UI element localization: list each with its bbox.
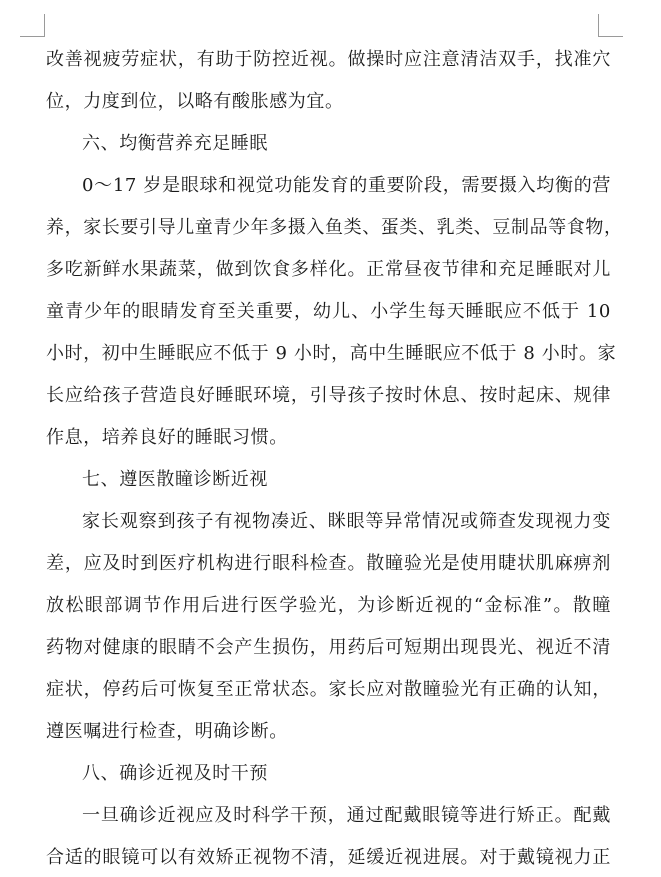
body-text-line: 差，应及时到医疗机构进行眼科检查。散瞳验光是使用睫状肌麻痹剂 [46,553,611,574]
body-text-line: 遵医嘱进行检查，明确诊断。 [46,721,288,742]
body-text-line: 位，力度到位，以略有酸胀感为宜。 [46,91,344,112]
body-text-line: 一旦确诊近视应及时科学干预，通过配戴眼镜等进行矫正。配戴 [82,805,611,826]
section-heading: 八、确诊近视及时干预 [82,763,268,784]
section-heading: 六、均衡营养充足睡眠 [82,133,268,154]
section-heading: 七、遵医散瞳诊断近视 [82,469,268,490]
crop-mark-top-right [598,14,623,37]
body-text-line: 养，家长要引导儿童青少年多摄入鱼类、蛋类、乳类、豆制品等食物， [46,217,623,238]
body-text-line: 多吃新鲜水果蔬菜，做到饮食多样化。正常昼夜节律和充足睡眠对儿 [46,259,611,280]
body-text-line: 童青少年的眼睛发育至关重要，幼儿、小学生每天睡眠应不低于 10 [46,301,611,322]
body-text-line: 合适的眼镜可以有效矫正视物不清，延缓近视进展。对于戴镜视力正 [46,847,611,868]
body-text-line: 长应给孩子营造良好睡眠环境，引导孩子按时休息、按时起床、规律 [46,385,611,406]
body-text-line: 药物对健康的眼睛不会产生损伤，用药后可短期出现畏光、视近不清 [46,637,611,658]
body-text-line: 症状，停药后可恢复至正常状态。家长应对散瞳验光有正确的认知， [46,679,611,700]
body-text-line: 放松眼部调节作用后进行医学验光，为诊断近视的“金标准”。散瞳 [46,595,611,616]
body-text-line: 0～17 岁是眼球和视觉功能发育的重要阶段，需要摄入均衡的营 [82,175,611,196]
body-text-line: 作息，培养良好的睡眠习惯。 [46,427,288,448]
body-text-line: 改善视疲劳症状，有助于防控近视。做操时应注意清洁双手，找准穴 [46,49,611,70]
crop-mark-top-left [20,14,45,37]
body-text-line: 家长观察到孩子有视物凑近、眯眼等异常情况或筛查发现视力变 [82,511,611,532]
body-text-line: 小时，初中生睡眠应不低于 9 小时，高中生睡眠应不低于 8 小时。家 [46,343,617,364]
